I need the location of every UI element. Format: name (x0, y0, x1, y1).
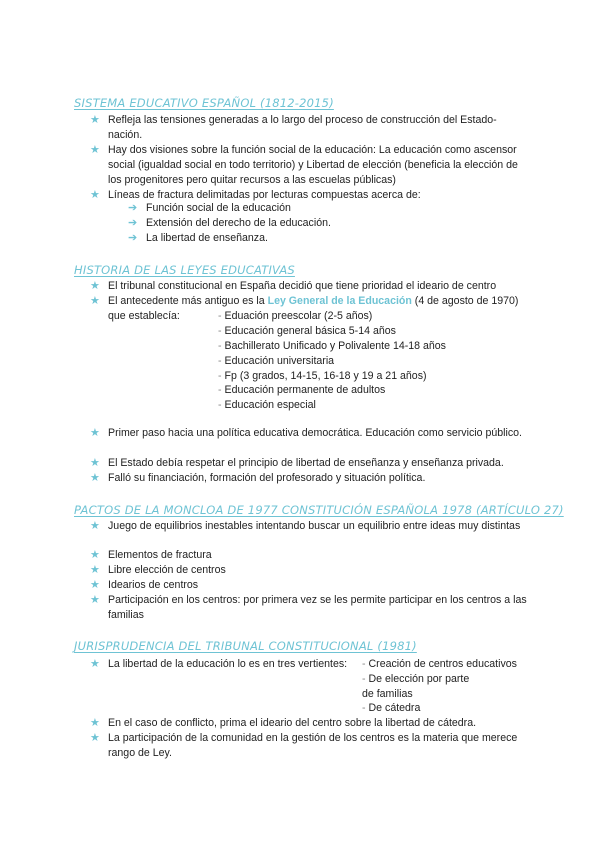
star-icon: ★ (90, 658, 100, 670)
star-icon: ★ (90, 472, 100, 484)
star-icon: ★ (90, 732, 100, 744)
star-icon: ★ (90, 457, 100, 469)
bullet-text: Líneas de fractura delimitadas por lecturas compuestas acerca de: (108, 189, 421, 201)
section-heading-sistema-educativo: SISTEMA EDUCATIVO ESPAÑOL (1812-2015) (74, 96, 334, 110)
bullet-text: El Estado debía respetar el principio de libertad de enseñanza y enseñanza privada. (108, 457, 504, 469)
section-heading-jurisprudencia: JURISPRUDENCIA DEL TRIBUNAL CONSTITUCIONAL (1981) (74, 639, 417, 653)
bullet-text-part: (4 de agosto de 1970) que establecía: (108, 295, 519, 322)
star-icon: ★ (90, 114, 100, 126)
star-icon: ★ (90, 295, 100, 307)
bullet-text: Refleja las tensiones generadas a lo largo del proceso de construcción del Estado-nación. (108, 114, 497, 141)
star-icon: ★ (90, 564, 100, 576)
star-icon: ★ (90, 189, 100, 201)
sub-bullet-text: Función social de la educación (146, 202, 291, 214)
ley-general-link[interactable]: Ley General de la Educación (267, 295, 412, 307)
sub-bullet-text: La libertad de enseñanza. (146, 232, 268, 244)
star-icon: ★ (90, 427, 100, 439)
list-item: - Educación especial (218, 399, 316, 411)
list-item: - Creación de centros educativos (362, 658, 517, 670)
star-icon: ★ (90, 579, 100, 591)
star-icon: ★ (90, 549, 100, 561)
list-item: - Bachillerato Unificado y Polivalente 14-18 años (218, 340, 446, 352)
bullet-text: Idearios de centros (108, 579, 199, 591)
bullet-text-part: El antecedente más antiguo es la (108, 295, 268, 307)
bullet-text: Participación en los centros: por primera vez se les permite participar en los centros a las familias (108, 594, 527, 621)
star-icon: ★ (90, 520, 100, 532)
section-heading-historia-leyes: HISTORIA DE LAS LEYES EDUCATIVAS (74, 263, 295, 277)
arrow-right-icon: ➔ (128, 217, 138, 229)
list-item: - Educación universitaria (218, 355, 335, 367)
star-icon: ★ (90, 280, 100, 292)
bullet-text: Hay dos visiones sobre la función social de la educación: La educación como ascensor social (igualdad social en todo territorio) y Libertad de elección (beneficia la elección de los progenitores pero quitar recursos a las escuelas públicas) (108, 144, 518, 186)
star-icon: ★ (90, 144, 100, 156)
bullet-text: Juego de equilibrios inestables intentando buscar un equilibrio entre ideas muy distintas (108, 520, 521, 532)
bullet-text: La participación de la comunidad en la gestión de los centros es la materia que merece rango de Ley. (108, 732, 518, 759)
bullet-text: En el caso de conflicto, prima el ideario del centro sobre la libertad de cátedra. (108, 717, 477, 729)
star-icon: ★ (90, 594, 100, 606)
bullet-text: Falló su financiación, formación del profesorado y situación política. (108, 472, 426, 484)
bullet-text: La libertad de la educación lo es en tres vertientes: (108, 658, 348, 670)
sub-bullet-text: Extensión del derecho de la educación. (146, 217, 331, 229)
bullet-text: Libre elección de centros (108, 564, 226, 576)
arrow-right-icon: ➔ (128, 232, 138, 244)
star-icon: ★ (90, 717, 100, 729)
bullet-text: El tribunal constitucional en España decidió que tiene prioridad el ideario de centro (108, 280, 497, 292)
arrow-right-icon: ➔ (128, 202, 138, 214)
list-item: - De elección por parte de familias (362, 673, 470, 700)
section-heading-pactos-moncloa: PACTOS DE LA MONCLOA DE 1977 CONSTITUCIÓN ESPAÑOLA 1978 (ARTÍCULO 27) (74, 503, 564, 517)
list-item: - Educación permanente de adultos (218, 384, 386, 396)
list-item: - Eduación preescolar (2-5 años) (218, 310, 373, 322)
bullet-text: Elementos de fractura (108, 549, 212, 561)
bullet-text: Primer paso hacia una política educativa democrática. Educación como servicio público. (108, 427, 522, 439)
list-item: - Fp (3 grados, 14-15, 16-18 y 19 a 21 años) (218, 370, 427, 382)
list-item: - Educación general básica 5-14 años (218, 325, 396, 337)
list-item: - De cátedra (362, 702, 421, 714)
